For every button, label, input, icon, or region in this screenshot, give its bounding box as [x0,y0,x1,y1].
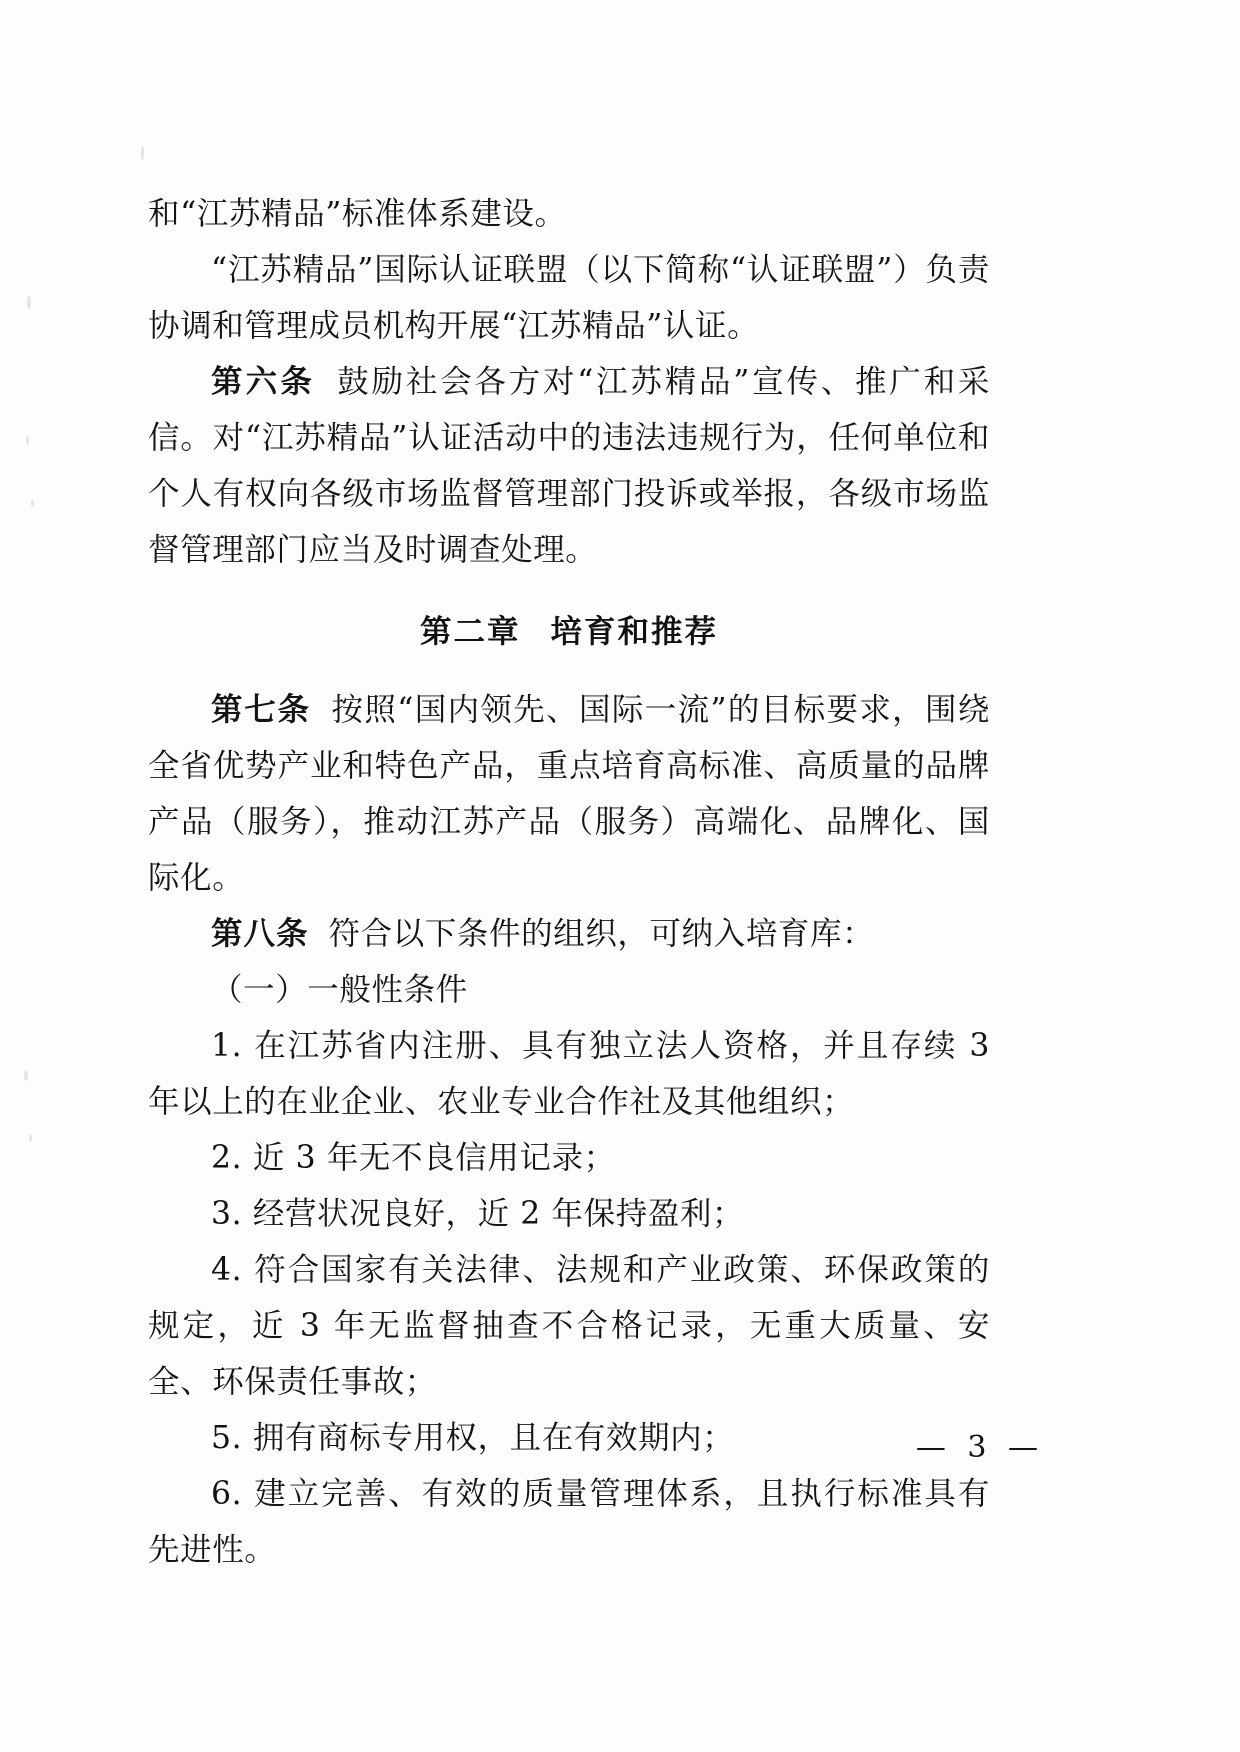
chapter-title: 培育和推荐 [550,613,719,650]
list-item-5: 5. 拥有商标专用权，且在有效期内； [211,1420,735,1456]
article-text-6: 鼓励社会各方对“江苏精品”宣传、推广和采信。对“江苏精品”认证活动中的违法违规行为，任何单位和个人有权向各级市场监督管理部门投诉或举报，各级市场监督管理部门应当及时调查处理。 [148,364,990,568]
scan-speckle [24,1070,28,1081]
article-label-7: 第七条 [211,691,311,728]
scan-speckle [29,1134,32,1142]
scan-speckle [141,146,144,160]
list-item-3: 3. 经营状况良好，近 2 年保持盈利； [211,1196,745,1232]
document-body [148,186,990,1578]
article-label-8: 第八条 [211,915,309,952]
list-item-2: 2. 近 3 年无不良信用记录； [211,1140,616,1176]
article-text-8: 符合以下条件的组织，可纳入培育库： [328,916,875,952]
scan-speckle [31,500,34,507]
list-item-6: 6. 建立完善、有效的质量管理体系，且执行标准具有先进性。 [148,1476,990,1568]
paragraph-article-6 [148,354,990,578]
list-item-4: 4. 符合国家有关法律、法规和产业政策、环保政策的规定，近 3 年无监督抽查不合格记录，无重大质量、安全、环保责任事故； [148,1252,990,1400]
paragraph-certification-alliance: “江苏精品”国际认证联盟（以下简称“认证联盟”）负责协调和管理成员机构开展“江苏精品”认证。 [148,252,990,344]
scan-speckle [26,436,29,445]
article-text-7: 按照“国内领先、国际一流”的目标要求，围绕全省优势产业和特色产品，重点培育高标准、高质量的品牌产品（服务），推动江苏产品（服务）高端化、品牌化、国际化。 [148,692,990,896]
paragraph-article-7 [148,682,990,906]
list-item-1: 1. 在江苏省内注册、具有独立法人资格，并且存续 3 年以上的在业企业、农业专业合作社及其他组织； [148,1028,990,1120]
scan-speckle [27,296,31,309]
chapter-heading [148,604,990,660]
paragraph-general-conditions: （一）一般性条件 [211,972,468,1008]
paragraph-continued-standard-system: 和“江苏精品”标准体系建设。 [148,196,567,232]
chapter-label: 第二章 [419,613,521,650]
article-label-6: 第六条 [211,363,316,400]
paragraph-article-8 [148,906,990,962]
page-number: — 3 — [915,1430,1044,1465]
